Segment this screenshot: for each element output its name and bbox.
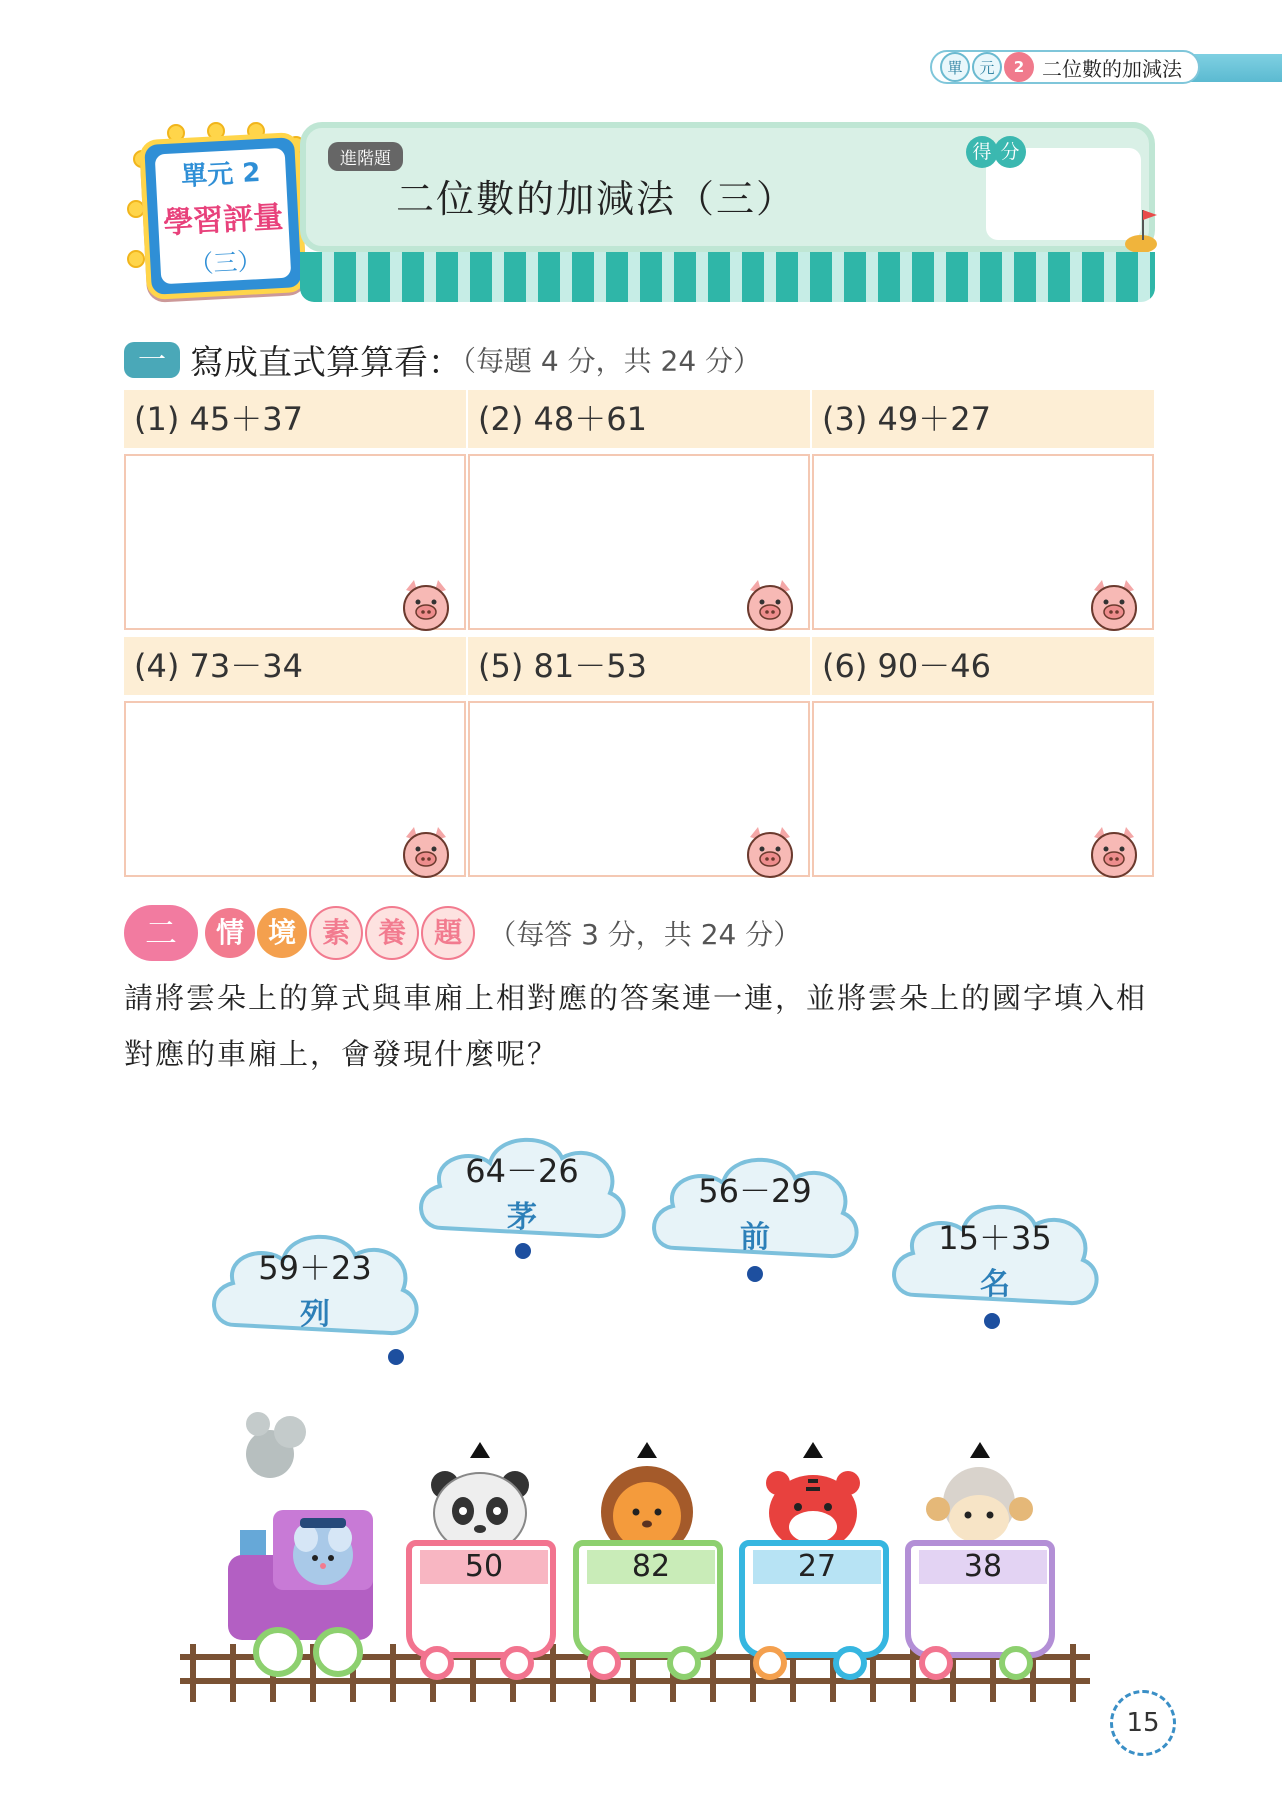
- flag-icon: [1121, 204, 1161, 254]
- pig-icon: [396, 825, 456, 881]
- wheel-icon: [420, 1646, 454, 1680]
- section-2-title-char: 題: [421, 906, 475, 960]
- pig-icon: [1084, 825, 1144, 881]
- section-2-number: 二: [124, 905, 198, 961]
- connect-dot[interactable]: [515, 1243, 531, 1259]
- connect-dot[interactable]: [388, 1349, 404, 1365]
- score-label: [966, 136, 1022, 168]
- badge-line-1: 單元 2: [180, 158, 262, 193]
- level-tag: 進階題: [328, 142, 403, 171]
- section-2-title-char: 情: [205, 908, 255, 958]
- problem-label: (2) 48＋61: [468, 390, 810, 448]
- problem-label: (3) 49＋27: [812, 390, 1154, 448]
- unit-number: 2: [1004, 52, 1034, 82]
- pointer-triangle-icon: [637, 1442, 657, 1458]
- score-char-2: 分: [994, 136, 1026, 168]
- problem-label: (5) 81－53: [468, 637, 810, 695]
- pointer-triangle-icon: [470, 1442, 490, 1458]
- problem-cell: [124, 390, 466, 640]
- pointer-triangle-icon: [803, 1442, 823, 1458]
- banner-awning: [300, 252, 1155, 302]
- problem-cell: [468, 637, 810, 887]
- train-car: [905, 1540, 1055, 1658]
- badge-line-2: 學習評量: [162, 199, 285, 242]
- wheel-icon: [833, 1646, 867, 1680]
- train-car: [573, 1540, 723, 1658]
- section-1-heading: [124, 335, 1164, 383]
- problem-label: (1) 45＋37: [124, 390, 466, 448]
- problem-label: (4) 73－34: [124, 637, 466, 695]
- cloud-card: [412, 1108, 632, 1258]
- badge-card: [139, 132, 307, 300]
- wheel-icon: [919, 1646, 953, 1680]
- cloud-character: 前: [740, 1220, 770, 1255]
- cloud-character: 茅: [507, 1200, 537, 1235]
- cloud-character: 名: [980, 1267, 1010, 1302]
- pig-icon: [740, 825, 800, 881]
- section-1-number: 一: [124, 342, 180, 378]
- wheel-icon: [999, 1646, 1033, 1680]
- pointer-triangle-icon: [970, 1442, 990, 1458]
- score-char-1: 得: [966, 136, 998, 168]
- section-2-title-char: 境: [257, 908, 307, 958]
- train-car-value: 38: [919, 1550, 1047, 1584]
- cloud-character: 列: [300, 1297, 330, 1332]
- train-car-value: 27: [753, 1550, 881, 1584]
- section-2-title-char: 養: [365, 906, 419, 960]
- banner-panel: [300, 122, 1155, 252]
- unit-header-tab: [930, 50, 1282, 86]
- pig-icon: [396, 578, 456, 634]
- section-2-note: （每答 3 分，共 24 分）: [488, 918, 802, 951]
- problem-cell: [124, 637, 466, 887]
- problem-cell: [812, 637, 1154, 887]
- connect-dot[interactable]: [747, 1266, 763, 1282]
- pig-icon: [1084, 578, 1144, 634]
- train-car: [406, 1540, 556, 1658]
- train-car: [739, 1540, 889, 1658]
- section-2-title-char: 素: [309, 906, 363, 960]
- wheel-icon: [500, 1646, 534, 1680]
- section-2-instructions: 請將雲朵上的算式與車廂上相對應的答案連一連，並將雲朵上的國字填入相對應的車廂上，會發現什麼呢？: [124, 981, 1148, 1071]
- unit-char-2: 元: [972, 52, 1002, 82]
- unit-title: 二位數的加減法: [1042, 56, 1182, 81]
- cloud-expression: 64－26: [465, 1152, 579, 1190]
- cloud-card: [205, 1205, 425, 1355]
- section-1-note: （每題 4 分，共 24 分）: [462, 344, 762, 378]
- unit-header-pill: [930, 50, 1200, 84]
- wheel-icon: [667, 1646, 701, 1680]
- cloud-expression: 56－29: [698, 1172, 812, 1210]
- title-banner: [300, 122, 1155, 302]
- cloud-expression: 59＋23: [258, 1249, 372, 1287]
- cloud-expression: 15＋35: [938, 1219, 1052, 1257]
- bulb-icon: [127, 250, 145, 268]
- assessment-badge: [127, 120, 305, 300]
- page-title: 二位數的加減法（三）: [396, 177, 797, 221]
- problem-label: (6) 90－46: [812, 637, 1154, 695]
- cloud-card: [645, 1128, 865, 1278]
- problem-cell: [812, 390, 1154, 640]
- train-car-value: 50: [420, 1550, 548, 1584]
- pig-icon: [740, 578, 800, 634]
- train-car-value: 82: [587, 1550, 715, 1584]
- wheel-icon: [753, 1646, 787, 1680]
- cloud-card: [885, 1175, 1105, 1325]
- problem-cell: [468, 390, 810, 640]
- section-2-heading: [124, 905, 1184, 965]
- section-1-title: 寫成直式算算看：: [190, 343, 462, 383]
- badge-line-3: （三）: [188, 247, 263, 279]
- connect-dot[interactable]: [984, 1313, 1000, 1329]
- train-engine: [218, 1410, 393, 1680]
- wheel-icon: [587, 1646, 621, 1680]
- unit-char-1: 單: [940, 52, 970, 82]
- page-number: 15: [1110, 1690, 1176, 1756]
